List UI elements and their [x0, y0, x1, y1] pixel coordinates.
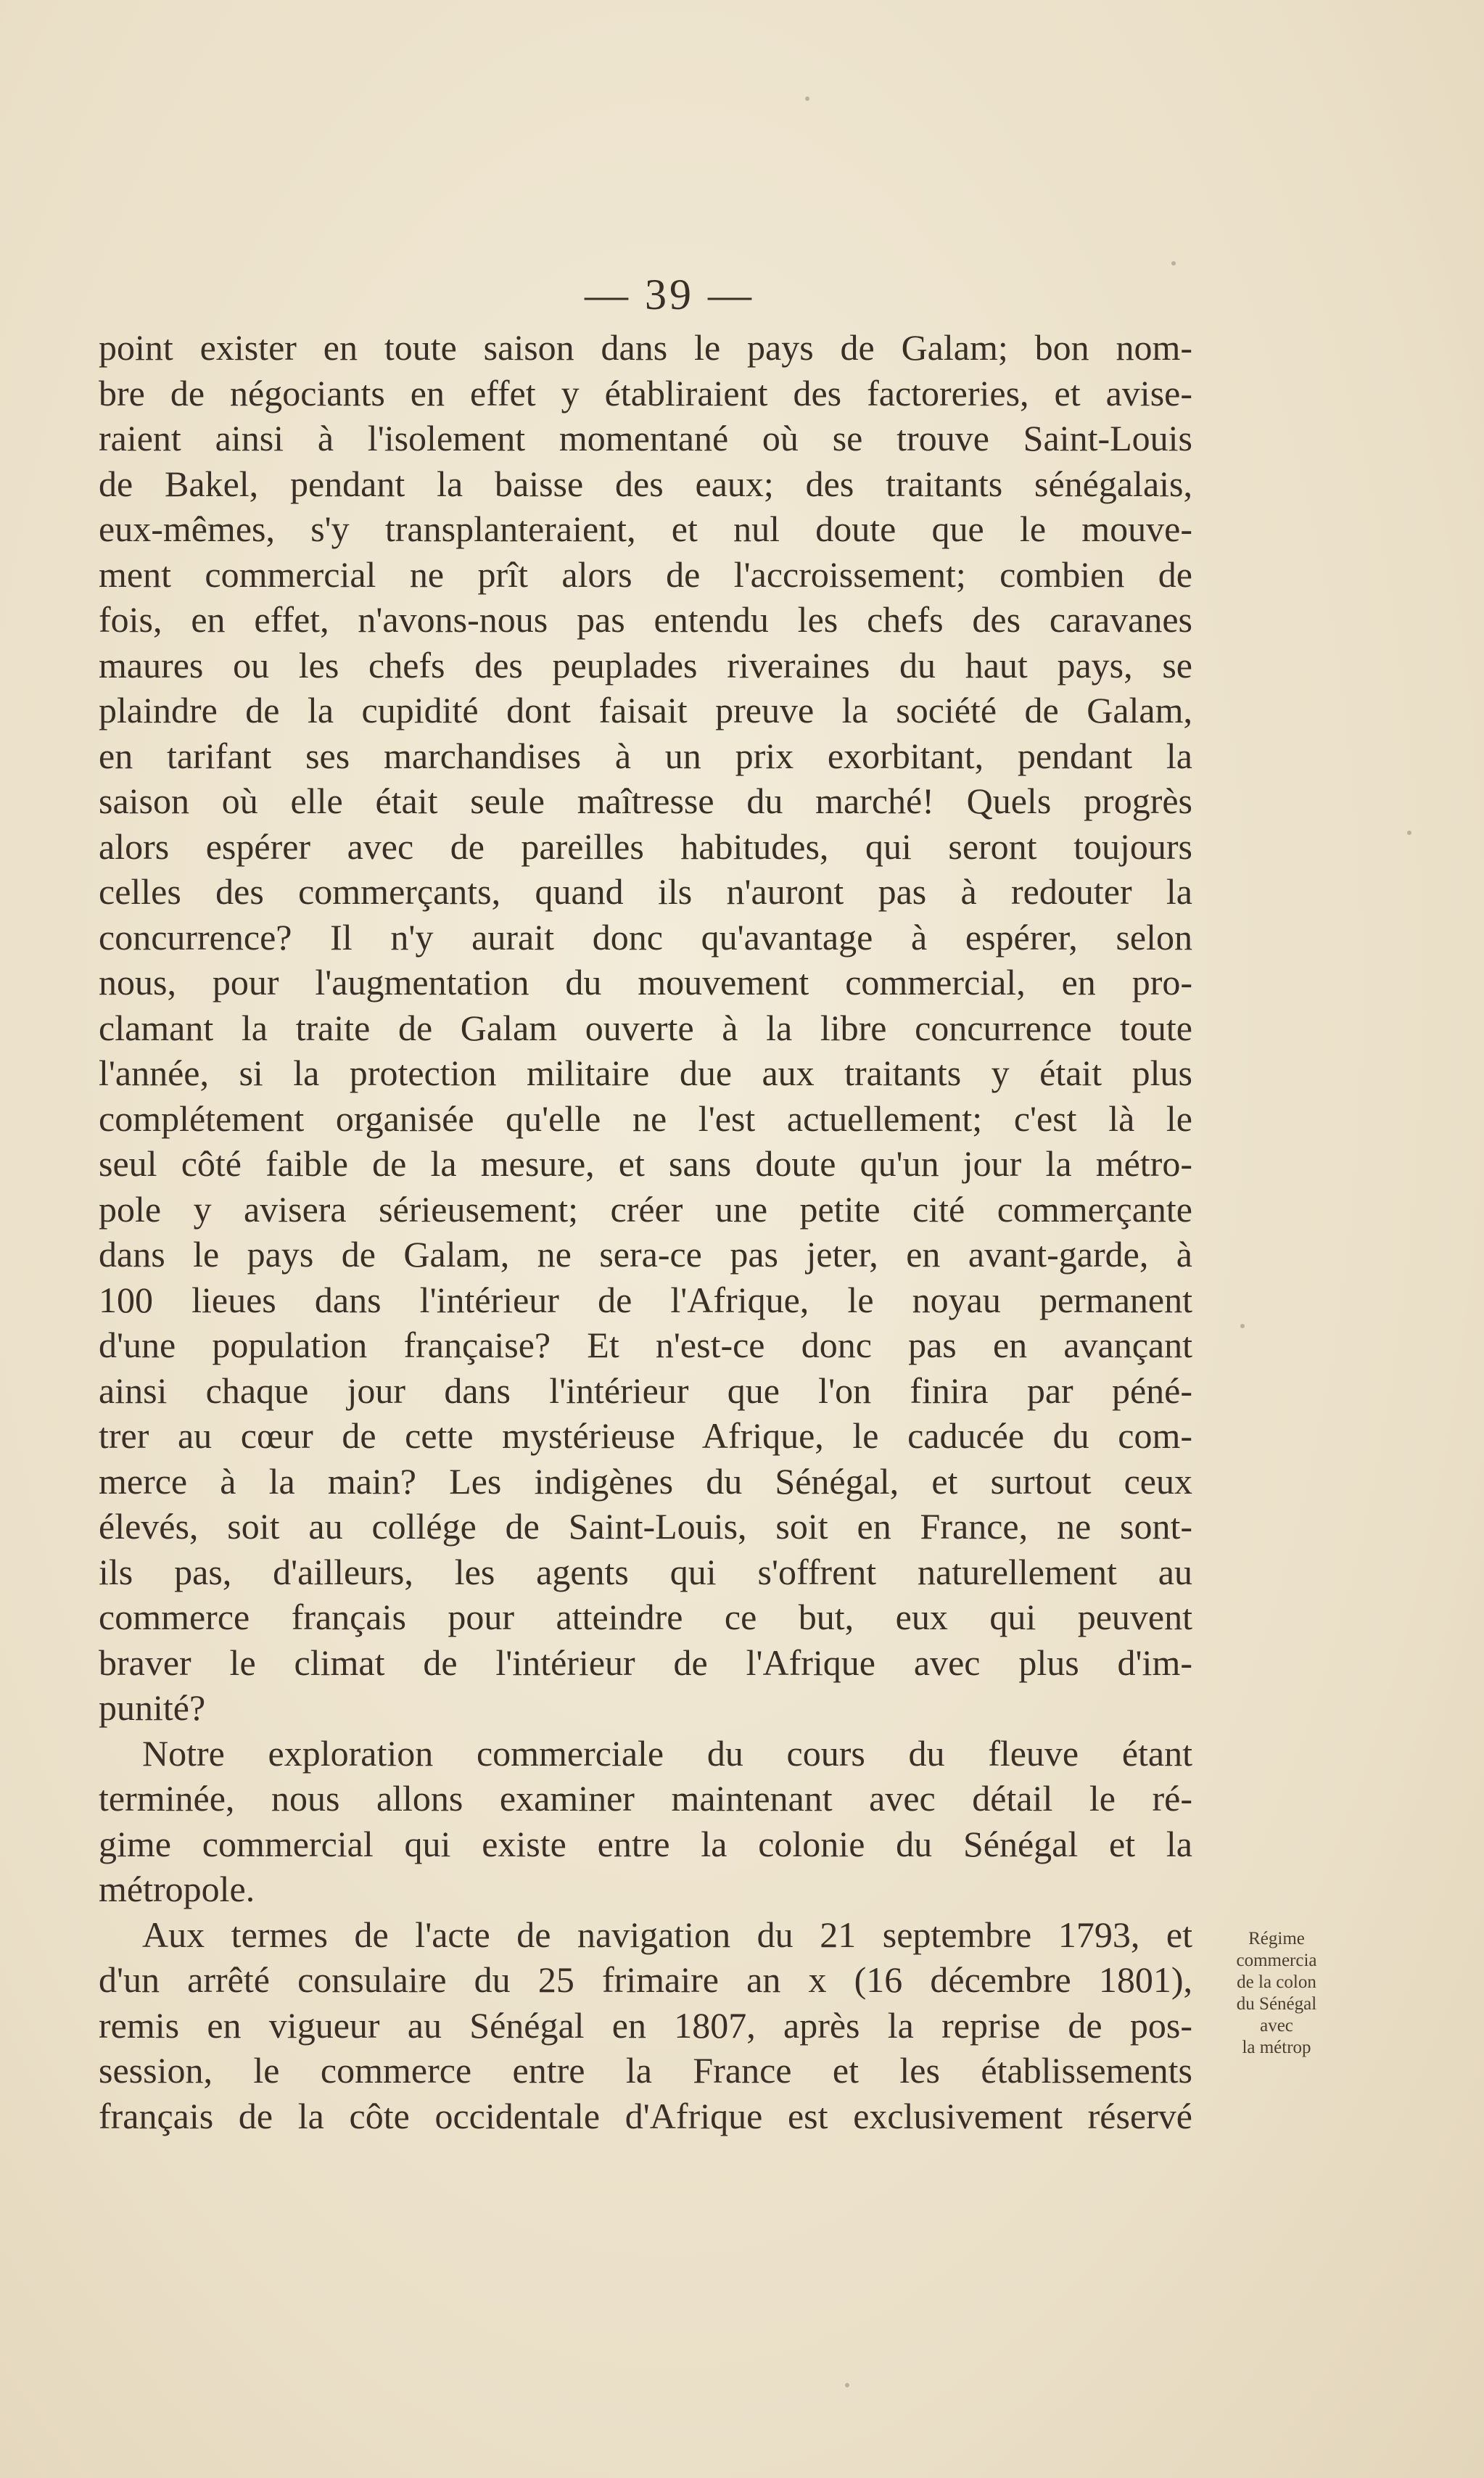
text-line: seul côté faible de la mesure, et sans doute qu'un jour la métro- [99, 1143, 1192, 1184]
paper-speck [1407, 831, 1411, 835]
text-line: concurrence? Il n'y aurait donc qu'avantage à espérer, selon [99, 916, 1192, 958]
text-line: terminée, nous allons examiner maintenant avec détail le ré- [99, 1778, 1192, 1819]
page-number: — 39 — [585, 271, 754, 318]
text-line: raient ainsi à l'isolement momentané où se trouve Saint-Louis [99, 418, 1192, 458]
text-line: commerce français pour atteindre ce but, eux qui peuvent [99, 1597, 1192, 1637]
text-line: d'une population française? Et n'est-ce donc pas en avançant [99, 1325, 1192, 1365]
text-line: session, le commerce entre la France et les établissements [99, 2050, 1192, 2091]
paper-speck [845, 2383, 849, 2387]
margin-note-line: la métrop [1242, 2038, 1311, 2057]
text-line: 100 lieues dans l'intérieur de l'Afrique, le noyau permanent [99, 1279, 1192, 1320]
text-line: nous, pour l'augmentation du mouvement commercial, en pro- [99, 962, 1192, 1003]
text-line: ment commercial ne prît alors de l'accroissement; combien de [99, 553, 1192, 595]
text-line: punité? [99, 1687, 206, 1728]
text-line: Aux termes de l'acte de navigation du 21 septembre 1793, et [142, 1914, 1192, 1955]
text-line: saison où elle était seule maîtresse du marché! Quels progrès [99, 781, 1192, 821]
text-line: complétement organisée qu'elle ne l'est actuellement; c'est là le [99, 1098, 1192, 1139]
paper-speck [805, 96, 809, 101]
text-line: gime commercial qui existe entre la colonie du Sénégal et la [99, 1823, 1192, 1864]
text-line: ainsi chaque jour dans l'intérieur que l'on finira par péné- [99, 1370, 1192, 1411]
paper-speck [1171, 261, 1176, 266]
text-line: ils pas, d'ailleurs, les agents qui s'offrent naturellement au [99, 1551, 1192, 1592]
margin-note-line: commercia [1236, 1951, 1317, 1970]
margin-note-line: Régime [1248, 1929, 1305, 1948]
text-line: en tarifant ses marchandises à un prix exorbitant, pendant la [99, 735, 1192, 776]
text-line: de Bakel, pendant la baisse des eaux; des traitants sénégalais, [99, 463, 1192, 504]
text-line: bre de négociants en effet y établiraient des factoreries, et avise- [99, 372, 1192, 413]
text-line: braver le climat de l'intérieur de l'Afrique avec plus d'im- [99, 1642, 1192, 1683]
text-line: français de la côte occidentale d'Afrique est exclusivement réservé [99, 2095, 1192, 2136]
text-line: fois, en effet, n'avons-nous pas entendu les chefs des caravanes [99, 599, 1192, 640]
text-line: merce à la main? Les indigènes du Sénégal, et surtout ceux [99, 1460, 1192, 1502]
margin-note-line: du Sénégal [1236, 1994, 1317, 2014]
text-line: alors espérer avec de pareilles habitudes, qui seront toujours [99, 826, 1192, 867]
margin-note-line: avec [1260, 2016, 1293, 2036]
text-line: l'année, si la protection militaire due aux traitants y était plus [99, 1053, 1192, 1093]
text-line: élevés, soit au collége de Saint-Louis, soit en France, ne sont- [99, 1506, 1192, 1547]
text-line: point exister en toute saison dans le pays de Galam; bon nom- [99, 327, 1192, 368]
text-line: métropole. [99, 1869, 255, 1909]
text-line: maures ou les chefs des peuplades riveraines du haut pays, se [99, 644, 1192, 686]
text-line: Notre exploration commerciale du cours du fleuve étant [142, 1732, 1192, 1774]
text-line: pole y avisera sérieusement; créer une petite cité commerçante [99, 1188, 1192, 1230]
text-line: eux-mêmes, s'y transplanteraient, et nul doute que le mouve- [99, 509, 1192, 549]
text-line: dans le pays de Galam, ne sera-ce pas jeter, en avant-garde, à [99, 1234, 1192, 1275]
paper-speck [1240, 1324, 1245, 1328]
text-line: d'un arrêté consulaire du 25 frimaire an x (16 décembre 1801), [99, 1959, 1192, 2000]
margin-note [1204, 1928, 1349, 2059]
text-line: celles des commerçants, quand ils n'auront pas à redouter la [99, 871, 1192, 912]
margin-note-line: de la colon [1237, 1972, 1316, 1992]
text-line: remis en vigueur au Sénégal en 1807, après la reprise de pos- [99, 2004, 1192, 2046]
text-line: trer au cœur de cette mystérieuse Afrique, le caducée du com- [99, 1415, 1192, 1456]
text-line: clamant la traite de Galam ouverte à la libre concurrence toute [99, 1007, 1192, 1048]
body-text [99, 325, 1192, 2139]
text-line: plaindre de la cupidité dont faisait preuve la société de Galam, [99, 690, 1192, 730]
